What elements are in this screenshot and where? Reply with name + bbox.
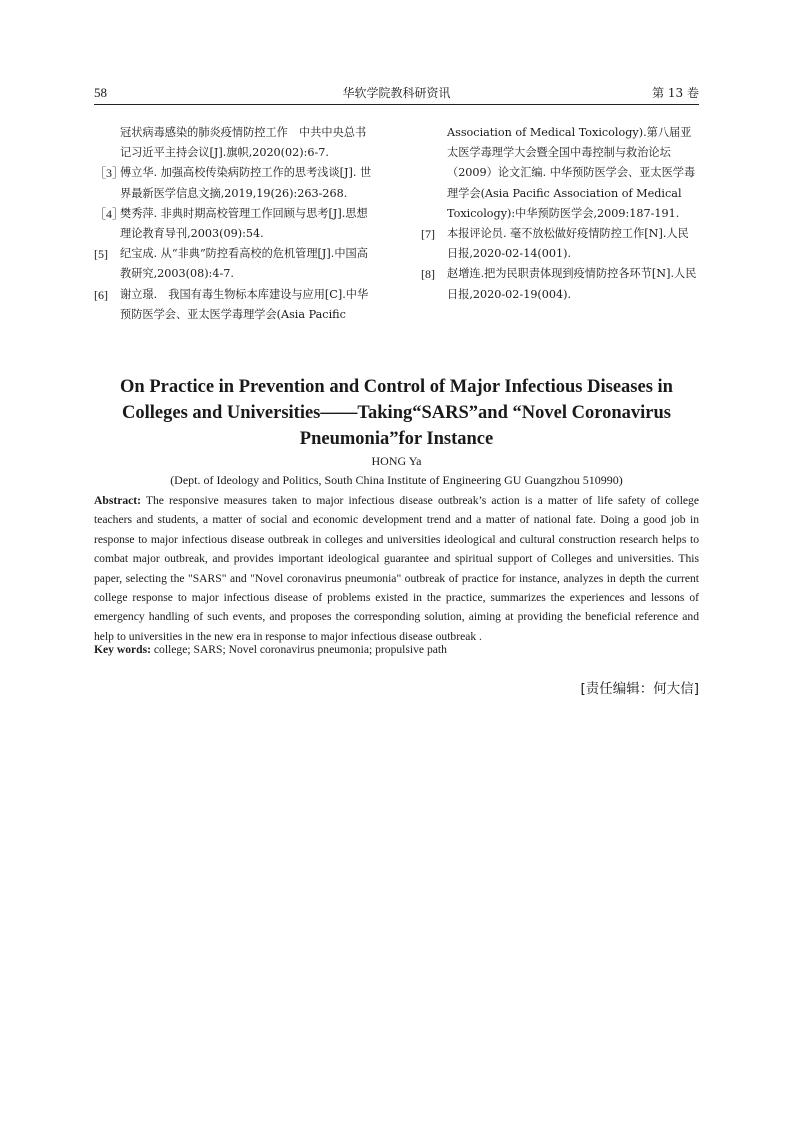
reference-text: 冠状病毒感染的肺炎疫情防控工作 中共中央总书记习近平主持会议[J].旗帜,2020(02):6-7. (120, 126, 367, 160)
reference-number: [8] (421, 267, 435, 282)
journal-name: 华软学院教科研资讯 (342, 86, 451, 100)
reference-text: 樊秀萍. 非典时期高校管理工作回顾与思考[J].思想理论教育导刊,2003(09):54. (120, 206, 368, 241)
reference-number: [5] (94, 247, 108, 262)
author-name: HONG Ya (371, 454, 422, 468)
title-line: Colleges and Universities——Taking“SARS”and “Novel Coronavirus (122, 403, 671, 423)
reference-item (421, 224, 699, 264)
reference-list (94, 123, 699, 338)
reference-item (94, 163, 376, 203)
reference-item (94, 285, 376, 325)
author-affiliation: (Dept. of Ideology and Politics, South China Institute of Engineering GU Guangzhou 510990) (170, 473, 623, 487)
abstract-label: Abstract: (94, 494, 142, 507)
title-line: On Practice in Prevention and Control of Major Infectious Diseases in (120, 377, 673, 397)
reference-item (94, 244, 376, 284)
reference-item (94, 204, 376, 244)
reference-number: ［3］ (94, 166, 125, 181)
reference-text: 纪宝成. 从“非典”防控看高校的危机管理[J].中国高教研究,2003(08):4-7. (120, 247, 368, 281)
reference-column-left (94, 123, 376, 325)
keywords-label: Key words: (94, 643, 151, 656)
keywords (94, 641, 699, 659)
keywords-text: college; SARS; Novel coronavirus pneumonia; propulsive path (151, 643, 447, 656)
title-line: Pneumonia”for Instance (299, 429, 494, 449)
reference-number: [6] (94, 287, 108, 302)
reference-item (94, 123, 376, 163)
reference-text: 谢立璟. 我国有毒生物标本库建设与应用[C].中华预防医学会、亚太医学毒理学会(Asia Pacific (120, 287, 369, 321)
english-title (94, 374, 699, 452)
reference-column-right (421, 123, 699, 305)
responsible-editor: [责任编辑：何大信] (580, 681, 699, 697)
running-header (94, 84, 699, 105)
reference-text: Association of Medical Toxicology).第八届亚太医学毒理学大会暨全国中毒控制与救治论坛（2009）论文汇编. 中华预防医学会、亚太医学毒理学会(Asia Pacific Association of Medical Toxicology):中华预防医学会,2009:187-191. (447, 126, 696, 220)
reference-number: [7] (421, 227, 435, 242)
reference-item (421, 123, 699, 224)
reference-text: 本报评论员. 毫不放松做好疫情防控工作[N].人民日报,2020-02-14(001). (447, 227, 689, 261)
reference-text: 赵增连.把为民职责体现到疫情防控各环节[N].人民日报,2020-02-19(004). (447, 267, 697, 301)
reference-number: ［4］ (94, 206, 125, 221)
page-number: 58 (94, 85, 107, 100)
reference-item (421, 264, 699, 304)
abstract (94, 491, 699, 646)
abstract-text: The responsive measures taken to major infectious disease outbreak’s action is a matter of life safety of college teachers and students, a matter of social and economic development trend and a matter of national fate. Doing a good job in response to major infectious disease outbreak in colleges and universities ideological and cultural construction research helps to combat major outbreak, and provides important ideological guarantee and spiritual support of Colleges and universities. This paper, selecting the "SARS" and "Novel coronavirus pneumonia" outbreak of practice for instance, analyzes in depth the current college response to major infectious disease of problems existed in the practice, summarizes the experiences and lessons of emergency handling of such events, and proposes the corresponding solution, aiming at providing the beneficial reference and help to universities in the new era in response to major infectious disease outbreak . (94, 494, 699, 643)
volume-label: 第 13 卷 (652, 86, 699, 100)
reference-text: 傅立华. 加强高校传染病防控工作的思考浅谈[J]. 世界最新医学信息文摘,2019,19(26):263-268. (120, 166, 372, 200)
